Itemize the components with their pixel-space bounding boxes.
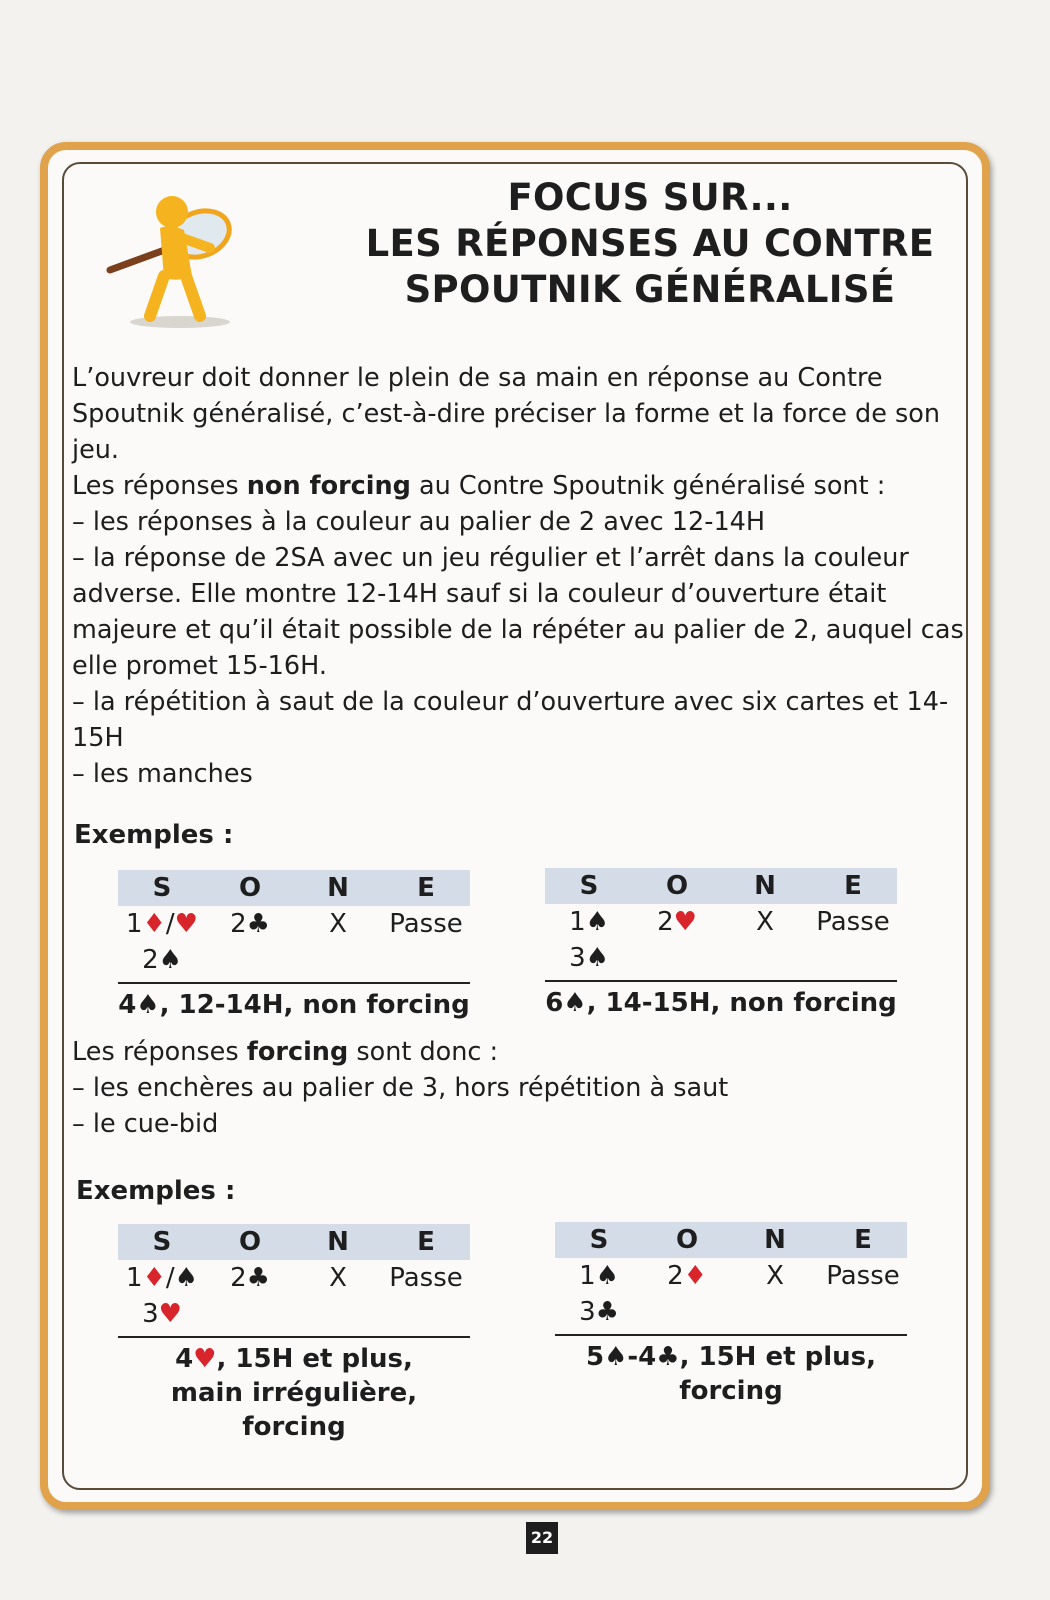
examples-label-1: Exemples : [74, 820, 234, 850]
page-title [360, 175, 940, 313]
bid-east: Passe [389, 909, 463, 939]
bid-west: 2♦ [667, 1261, 707, 1291]
nonforcing-item: – les manches [72, 759, 253, 789]
examples-label-2: Exemples : [76, 1176, 236, 1206]
forcing-lead: Les réponses forcing sont donc : [72, 1037, 499, 1067]
bid-south: 2♠ [142, 945, 182, 975]
nonforcing-lead: Les réponses non forcing au Contre Spoutnik généralisé sont : [72, 471, 886, 501]
bidding-row [118, 1296, 470, 1332]
bid-north: X [329, 909, 347, 939]
bid-west: 2♥ [657, 907, 697, 937]
bidding-header: S O N E [545, 868, 897, 904]
bidding-row [555, 1258, 907, 1294]
bid-south: 3♥ [142, 1299, 182, 1329]
bidding-row [545, 940, 897, 976]
bid-west: 2♣ [230, 1263, 270, 1293]
example-caption-3: 4♥, 15H et plus, main irrégulière, forcing [170, 1344, 418, 1442]
bidding-table-2 [545, 868, 897, 982]
nonforcing-item: – les réponses à la couleur au palier de 2 avec 12-14H [72, 507, 766, 537]
bid-west: 2♣ [230, 909, 270, 939]
bid-south: 1♠ [569, 907, 609, 937]
bidding-rule [555, 1334, 907, 1336]
example-caption-4: 5♠-4♣, 15H et plus, forcing [585, 1342, 876, 1406]
bid-south: 3♣ [579, 1297, 619, 1327]
bidding-row [118, 942, 470, 978]
title-line-1: FOCUS SUR... [507, 176, 793, 219]
bid-south: 3♠ [569, 943, 609, 973]
bidding-row [118, 1260, 470, 1296]
intro-paragraph: L’ouvreur doit donner le plein de sa main en réponse au Contre Spoutnik généralisé, c’est-à-dire préciser la forme et la force de son jeu. [72, 363, 941, 465]
forcing-section [72, 1034, 992, 1142]
bid-south: 1♠ [579, 1261, 619, 1291]
bid-north: X [329, 1263, 347, 1293]
bidding-table-4 [555, 1222, 907, 1336]
bid-east: Passe [389, 1263, 463, 1293]
bidding-row [545, 904, 897, 940]
example-caption-1: 4♠, 12-14H, non forcing [118, 990, 470, 1020]
bid-east: Passe [826, 1261, 900, 1291]
bidding-table-1 [118, 870, 470, 984]
bidding-rule [118, 1336, 470, 1338]
mascot-magnifier-illustration [100, 190, 250, 330]
forcing-item: – les enchères au palier de 3, hors répétition à saut [72, 1073, 729, 1103]
bidding-table-3 [118, 1224, 470, 1338]
bidding-header: S O N E [118, 870, 470, 906]
title-line-3: SPOUTNIK GÉNÉRALISÉ [404, 268, 896, 311]
nonforcing-item: – la réponse de 2SA avec un jeu régulier et l’arrêt dans la couleur adverse. Elle montre 12-14H sauf si la couleur d’ouverture était majeure et qu’il était possible de la répéter au palier de 2, auquel cas elle promet 15-16H. [72, 543, 964, 681]
bid-south: 1♦/♠ [126, 1263, 198, 1293]
example-caption-2: 6♠, 14-15H, non forcing [545, 988, 897, 1018]
title-line-2: LES RÉPONSES AU CONTRE [365, 222, 935, 265]
nonforcing-item: – la répétition à saut de la couleur d’ouverture avec six cartes et 14-15H [72, 687, 949, 753]
bid-north: X [766, 1261, 784, 1291]
bid-east: Passe [816, 907, 890, 937]
bid-north: X [756, 907, 774, 937]
bid-south: 1♦/♥ [126, 909, 198, 939]
page-number: 22 [526, 1522, 558, 1554]
bidding-row [118, 906, 470, 942]
bidding-row [555, 1294, 907, 1330]
forcing-item: – le cue-bid [72, 1109, 219, 1139]
bidding-rule [545, 980, 897, 982]
bidding-header: S O N E [555, 1222, 907, 1258]
nonforcing-section [72, 468, 992, 792]
bidding-header: S O N E [118, 1224, 470, 1260]
bidding-rule [118, 982, 470, 984]
